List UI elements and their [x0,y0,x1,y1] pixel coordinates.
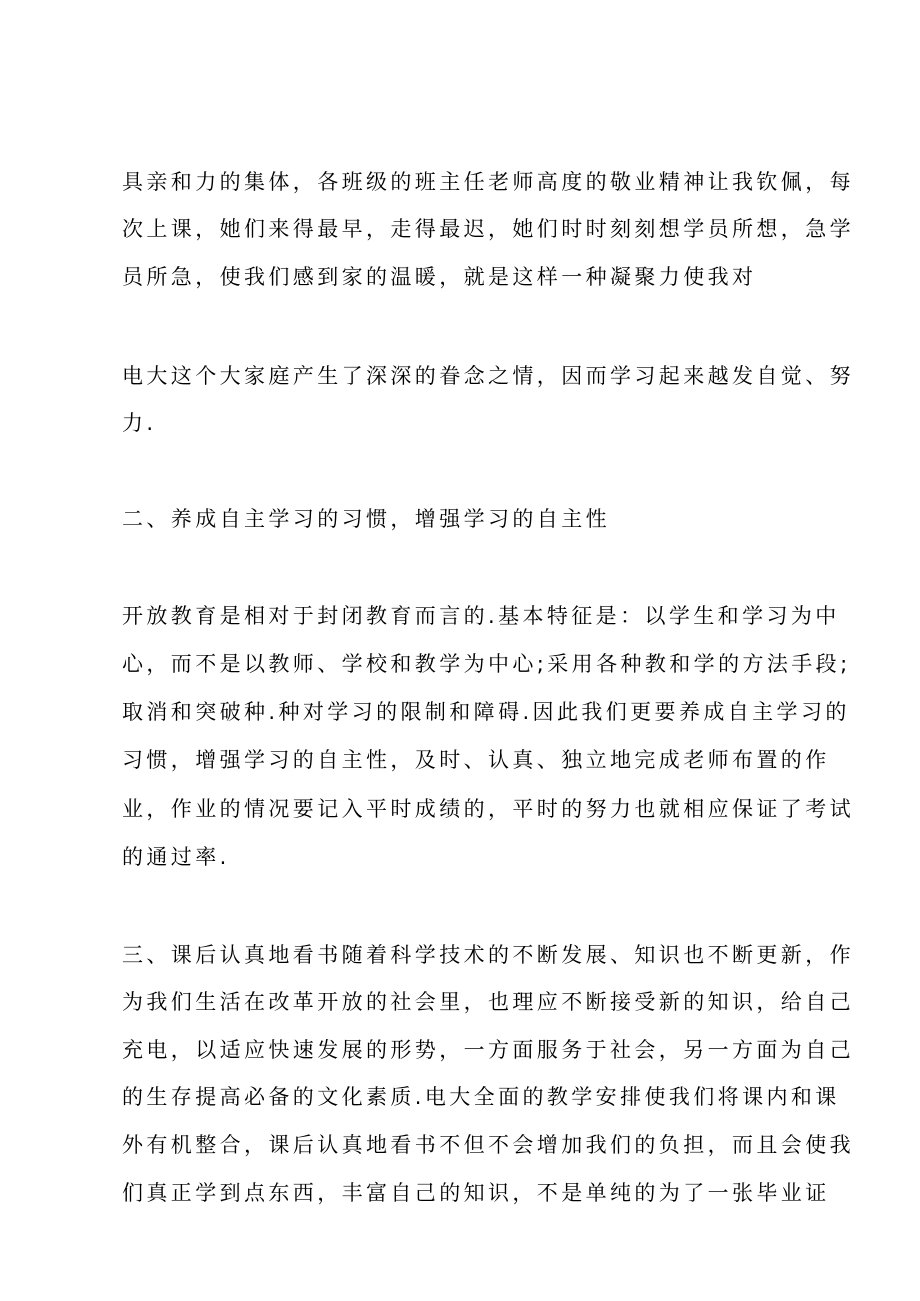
text-line: 的生存提高必备的文化素质.电大全面的教学安排使我们将课内和课 [122,1085,840,1109]
text-line: 的通过率. [122,845,230,869]
text-line: 业，作业的情况要记入平时成绩的，平时的努力也就相应保证了考试 [122,797,854,821]
section-heading: 二、养成自主学习的习惯，增强学习的自主性 [122,507,610,531]
text-line: 为我们生活在改革开放的社会里，也理应不断接受新的知识，给自己 [122,990,854,1014]
text-line: 充电，以适应快速发展的形势，一方面服务于社会，另一方面为自己 [122,1038,854,1062]
text-line: 具亲和力的集体，各班级的班主任老师高度的敬业精神让我钦佩，每 [122,170,854,194]
text-line: 取消和突破种.种对学习的限制和障碍.因此我们更要养成自主学习的 [122,700,850,724]
text-line: 员所急，使我们感到家的温暖，就是这样一种凝聚力使我对 [122,265,757,289]
text-line: 习惯，增强学习的自主性，及时、认真、独立地完成老师布置的作 [122,748,830,772]
text-line: 心，而不是以教师、学校和教学为中心;采用各种教和学的方法手段; [122,652,851,676]
text-line: 力. [122,411,157,435]
text-line: 三、课后认真地看书随着科学技术的不断发展、知识也不断更新，作 [122,943,854,967]
text-line: 电大这个大家庭产生了深深的眷念之情，因而学习起来越发自觉、努 [122,364,854,388]
text-line: 们真正学到点东西，丰富自己的知识，不是单纯的为了一张毕业证 [122,1181,830,1205]
text-line: 外有机整合，课后认真地看书不但不会增加我们的负担，而且会使我 [122,1133,854,1157]
text-line: 开放教育是相对于封闭教育而言的.基本特征是：以学生和学习为中 [122,604,840,628]
text-line: 次上课，她们来得最早，走得最迟，她们时时刻刻想学员所想，急学 [122,217,854,241]
